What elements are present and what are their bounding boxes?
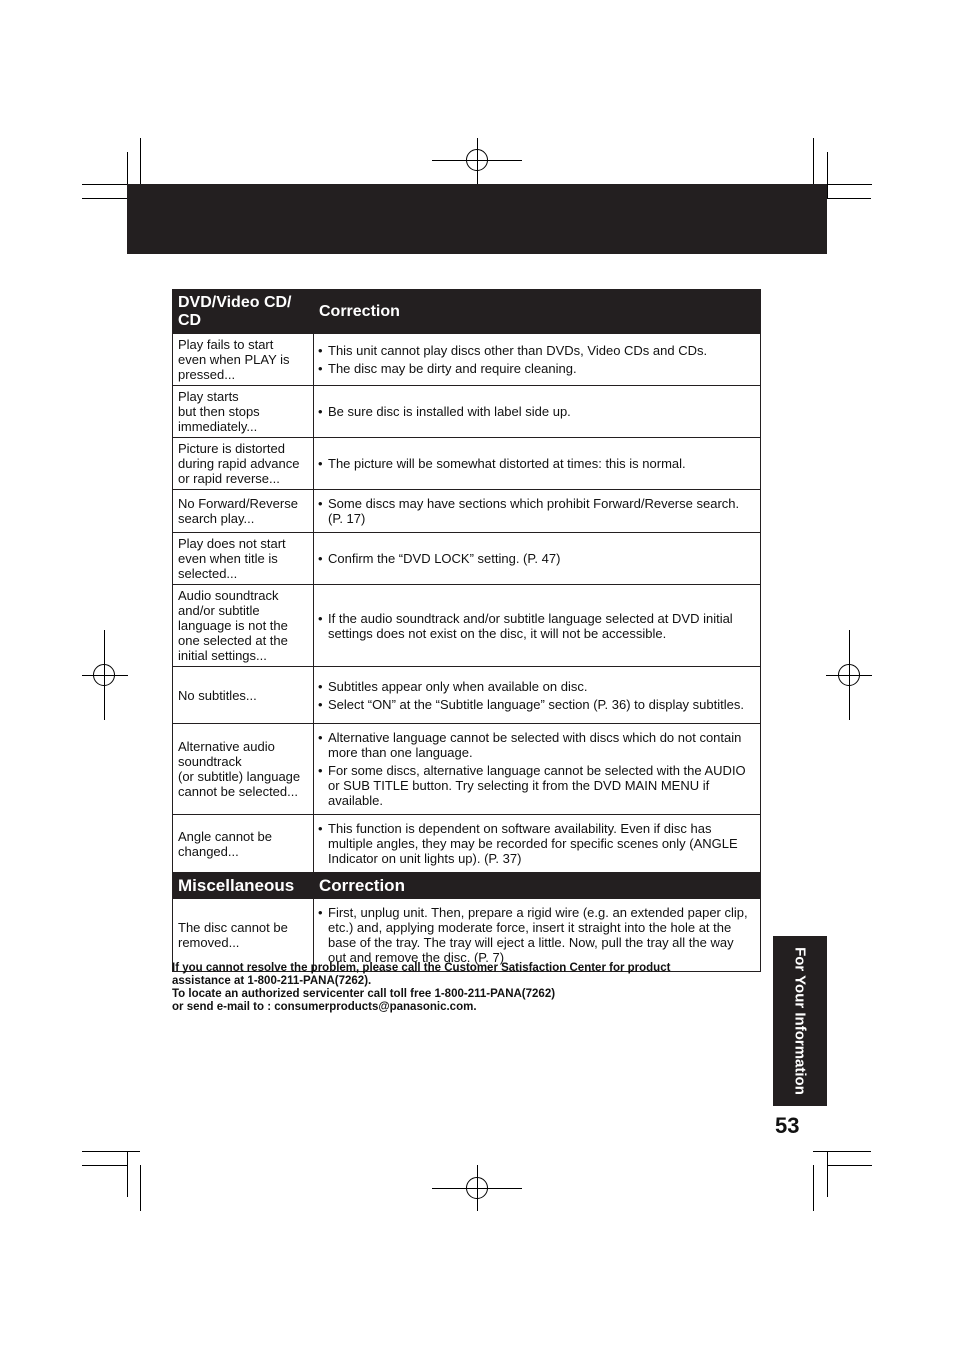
table-row	[173, 334, 761, 386]
correction-text: The picture will be somewhat distorted at times: this is normal.	[328, 456, 686, 471]
correction-cell	[314, 386, 761, 438]
correction-item	[318, 343, 755, 358]
symptom-cell: Play does not start even when title is selected...	[173, 533, 314, 585]
bullet-icon: •	[318, 905, 323, 920]
symptom-cell: The disc cannot be removed...	[173, 899, 314, 972]
support-line: To locate an authorized servicenter call toll free 1-800-211-PANA(7262)	[172, 988, 556, 1000]
support-line: If you cannot resolve the problem, please call the Customer Satisfaction Center for product	[172, 962, 671, 974]
bullet-icon: •	[318, 404, 323, 419]
bullet-icon: •	[318, 730, 323, 745]
bullet-icon: •	[318, 821, 323, 836]
symptom-cell: Picture is distorted during rapid advance or rapid reverse...	[173, 438, 314, 490]
bullet-icon: •	[318, 496, 323, 511]
correction-text: First, unplug unit. Then, prepare a rigid wire (e.g. an extended paper clip, etc.) and, applying moderate force, insert it straight into the hole at the base of the tray. The tray will eject a little. Now, pull the tray all the way out and remove the disc. (P. 7)	[328, 905, 748, 965]
correction-item	[318, 551, 755, 566]
table-row	[173, 533, 761, 585]
correction-item	[318, 679, 755, 694]
table-row	[173, 724, 761, 815]
symptom-cell: No subtitles...	[173, 667, 314, 724]
table-row	[173, 490, 761, 533]
table-row	[173, 585, 761, 667]
table-row	[173, 386, 761, 438]
header-bar	[127, 184, 827, 254]
bullet-icon: •	[318, 610, 323, 626]
correction-text: Be sure disc is installed with label side up.	[328, 404, 571, 419]
correction-cell	[314, 533, 761, 585]
correction-cell	[314, 490, 761, 533]
correction-item	[318, 821, 755, 866]
table-row	[173, 438, 761, 490]
misc-section-header: Miscellaneous	[173, 873, 314, 899]
correction-text: For some discs, alternative language cannot be selected with the AUDIO or SUB TITLE button. Try selecting it from the DVD MAIN MENU if available.	[328, 763, 746, 808]
correction-cell	[314, 585, 761, 667]
correction-item	[318, 905, 755, 965]
symptom-cell: Audio soundtrack and/or subtitle language is not the one selected at the initial settings...	[173, 585, 314, 667]
correction-cell	[314, 667, 761, 724]
correction-cell	[314, 334, 761, 386]
symptom-cell: Angle cannot be changed...	[173, 815, 314, 873]
support-line: assistance at 1-800-211-PANA(7262).	[172, 975, 372, 987]
symptom-cell: Play fails to start even when PLAY is pressed...	[173, 334, 314, 386]
correction-text: This function is dependent on software availability. Even if disc has multiple angles, they may be recorded for specific scenes only (ANGLE Indicator on unit lights up). (P. 37)	[328, 821, 738, 866]
section-tab	[773, 936, 827, 1106]
bullet-icon: •	[318, 361, 323, 376]
bullet-icon: •	[318, 678, 323, 694]
correction-text: Alternative language cannot be selected with discs which do not contain more than one language.	[328, 730, 742, 760]
misc-correction-header: Correction	[314, 873, 761, 899]
correction-item	[318, 404, 755, 419]
correction-item	[318, 730, 755, 760]
bullet-icon: •	[318, 696, 323, 712]
correction-cell	[314, 899, 761, 972]
support-contact-note	[172, 962, 772, 1014]
correction-cell	[314, 815, 761, 873]
correction-text: If the audio soundtrack and/or subtitle language selected at DVD initial settings does not exist on the disc, it will not be accessible.	[328, 610, 733, 641]
troubleshooting-table	[172, 289, 761, 972]
bullet-icon: •	[318, 343, 323, 358]
support-line: or send e-mail to : consumerproducts@panasonic.com.	[172, 1001, 477, 1013]
table-row	[173, 815, 761, 873]
problem-column-header: DVD/Video CD/ CD	[173, 290, 314, 334]
correction-item	[318, 361, 755, 376]
correction-text: The disc may be dirty and require cleaning.	[328, 361, 577, 376]
correction-cell	[314, 724, 761, 815]
correction-item	[318, 496, 755, 526]
section-tab-label: For Your Information	[791, 947, 809, 1095]
correction-item	[318, 456, 755, 471]
bullet-icon: •	[318, 456, 323, 471]
bullet-icon: •	[318, 551, 323, 566]
correction-item	[318, 611, 755, 641]
correction-text: Some discs may have sections which prohibit Forward/Reverse search. (P. 17)	[328, 496, 740, 526]
correction-text: Subtitles appear only when available on disc.	[328, 678, 588, 694]
correction-text: Select “ON” at the “Subtitle language” section (P. 36) to display subtitles.	[328, 696, 744, 712]
bullet-icon: •	[318, 763, 323, 778]
table-row	[173, 899, 761, 972]
correction-text: This unit cannot play discs other than DVDs, Video CDs and CDs.	[328, 343, 708, 358]
page-number: 53	[775, 1113, 800, 1138]
table-row	[173, 667, 761, 724]
symptom-cell: No Forward/Reverse search play...	[173, 490, 314, 533]
correction-cell	[314, 438, 761, 490]
correction-item	[318, 763, 755, 808]
symptom-cell: Play starts but then stops immediately...	[173, 386, 314, 438]
correction-item	[318, 697, 755, 712]
correction-column-header: Correction	[314, 290, 761, 334]
correction-text: Confirm the “DVD LOCK” setting. (P. 47)	[328, 551, 561, 566]
symptom-cell: Alternative audio soundtrack (or subtitle) language cannot be selected...	[173, 724, 314, 815]
